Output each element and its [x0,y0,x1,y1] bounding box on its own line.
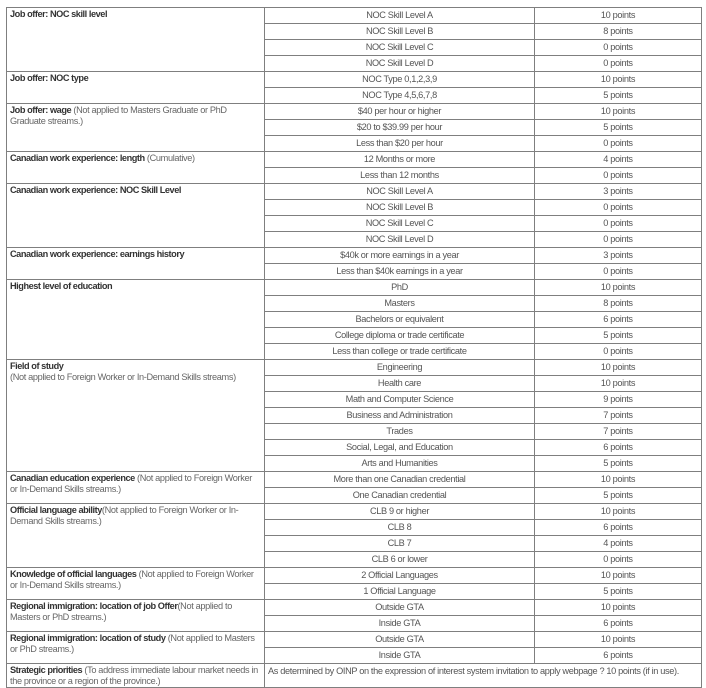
option-cell: Trades [265,424,535,440]
points-cell: 8 points [535,296,702,312]
option-cell: CLB 8 [265,520,535,536]
points-cell: 0 points [535,200,702,216]
criterion-cell [7,8,265,72]
option-cell: $40k or more earnings in a year [265,248,535,264]
points-cell: 0 points [535,232,702,248]
table-row [7,632,702,648]
criterion-title: Canadian work experience: earnings history [10,249,185,259]
criterion-note: (Not applied to Foreign Worker or In-Demand Skills streams.) [10,473,252,494]
table-row [7,568,702,584]
option-cell: $20 to $39.99 per hour [265,120,535,136]
points-cell: 5 points [535,88,702,104]
option-cell: Outside GTA [265,632,535,648]
criterion-title: Job offer: NOC type [10,73,89,83]
points-cell: 10 points [535,8,702,24]
option-cell: College diploma or trade certificate [265,328,535,344]
option-cell: 1 Official Language [265,584,535,600]
points-cell: 4 points [535,536,702,552]
points-cell: 3 points [535,248,702,264]
criterion-cell [7,72,265,104]
option-cell: Health care [265,376,535,392]
strategic-text-cell: As determined by OINP on the expression of interest system invitation to apply webpage ? 10 points (if in use). [265,664,702,688]
option-cell: Less than college or trade certificate [265,344,535,360]
criterion-note: (Not applied to Masters or PhD streams.) [10,633,255,654]
points-cell: 6 points [535,312,702,328]
criterion-title: Canadian work experience: length [10,153,145,163]
criterion-cell [7,104,265,152]
option-cell: NOC Skill Level B [265,200,535,216]
table-row [7,472,702,488]
criterion-title: Job offer: NOC skill level [10,9,108,19]
table-row [7,248,702,264]
criterion-title: Field of study [10,361,64,371]
points-cell: 10 points [535,504,702,520]
points-cell: 0 points [535,216,702,232]
option-cell: Less than 12 months [265,168,535,184]
criterion-title: Knowledge of official languages [10,569,137,579]
option-cell: Inside GTA [265,648,535,664]
option-cell: NOC Skill Level A [265,8,535,24]
option-cell: NOC Type 4,5,6,7,8 [265,88,535,104]
option-cell: 2 Official Languages [265,568,535,584]
criterion-title: Regional immigration: location of study [10,633,166,643]
points-cell: 10 points [535,104,702,120]
criterion-note: (Cumulative) [144,153,195,163]
criterion-title: Regional immigration: location of job Offer [10,601,178,611]
points-cell: 10 points [535,632,702,648]
option-cell: Inside GTA [265,616,535,632]
criterion-cell [7,152,265,184]
points-cell: 7 points [535,408,702,424]
table-row [7,600,702,616]
table-row [7,504,702,520]
criterion-title: Strategic priorities [10,665,83,675]
table-row [7,152,702,168]
points-cell: 4 points [535,152,702,168]
points-cell: 10 points [535,72,702,88]
points-cell: 6 points [535,520,702,536]
option-cell: Math and Computer Science [265,392,535,408]
table-row [7,280,702,296]
option-cell: 12 Months or more [265,152,535,168]
points-cell: 0 points [535,264,702,280]
option-cell: NOC Skill Level D [265,56,535,72]
criterion-cell [7,632,265,664]
option-cell: NOC Skill Level A [265,184,535,200]
points-cell: 7 points [535,424,702,440]
option-cell: CLB 7 [265,536,535,552]
option-cell: Bachelors or equivalent [265,312,535,328]
points-cell: 0 points [535,40,702,56]
option-cell: Outside GTA [265,600,535,616]
criterion-title: Highest level of education [10,281,113,291]
points-cell: 8 points [535,24,702,40]
points-cell: 6 points [535,440,702,456]
option-cell: Arts and Humanities [265,456,535,472]
table-row-strategic [7,664,702,688]
points-cell: 10 points [535,600,702,616]
points-cell: 10 points [535,280,702,296]
points-cell: 9 points [535,392,702,408]
points-cell: 0 points [535,552,702,568]
points-cell: 5 points [535,456,702,472]
table-row [7,104,702,120]
option-cell: Less than $20 per hour [265,136,535,152]
points-cell: 10 points [535,472,702,488]
criterion-cell [7,360,265,472]
option-cell: $40 per hour or higher [265,104,535,120]
points-cell: 0 points [535,168,702,184]
points-cell: 3 points [535,184,702,200]
points-cell: 0 points [535,56,702,72]
points-cell: 6 points [535,648,702,664]
table-row [7,184,702,200]
criterion-cell [7,504,265,568]
points-cell: 5 points [535,488,702,504]
criterion-note: (Not applied to Masters or PhD streams.) [10,601,232,622]
points-cell: 0 points [535,136,702,152]
points-cell: 10 points [535,568,702,584]
option-cell: One Canadian credential [265,488,535,504]
option-cell: NOC Skill Level B [265,24,535,40]
option-cell: PhD [265,280,535,296]
criterion-note: (Not applied to Foreign Worker or In-Demand Skills streams.) [10,569,254,590]
criterion-title: Official language ability [10,505,102,515]
option-cell: Business and Administration [265,408,535,424]
option-cell: Engineering [265,360,535,376]
option-cell: NOC Skill Level D [265,232,535,248]
criterion-cell [7,600,265,632]
criterion-note: (Not applied to Masters Graduate or PhD Graduate streams.) [10,105,227,126]
option-cell: Social, Legal, and Education [265,440,535,456]
option-cell: CLB 6 or lower [265,552,535,568]
option-cell: NOC Skill Level C [265,216,535,232]
criterion-note: (Not applied to Foreign Worker or In-Demand Skills streams.) [10,505,239,526]
option-cell: More than one Canadian credential [265,472,535,488]
option-cell: Less than $40k earnings in a year [265,264,535,280]
points-cell: 0 points [535,344,702,360]
table-row [7,8,702,24]
criterion-cell [7,568,265,600]
points-cell: 6 points [535,616,702,632]
points-table-body [7,8,702,688]
table-row [7,72,702,88]
points-table [6,7,702,688]
points-cell: 10 points [535,360,702,376]
points-cell: 5 points [535,328,702,344]
table-row [7,360,702,376]
criterion-cell [7,280,265,360]
criterion-note: (Not applied to Foreign Worker or In-Demand Skills streams) [10,372,236,382]
points-cell: 5 points [535,120,702,136]
criterion-cell [7,472,265,504]
criterion-note: (To address immediate labour market needs in the province or a region of the province.) [10,665,258,686]
option-cell: Masters [265,296,535,312]
option-cell: NOC Type 0,1,2,3,9 [265,72,535,88]
points-cell: 10 points [535,376,702,392]
points-cell: 5 points [535,584,702,600]
criterion-title: Job offer: wage [10,105,72,115]
criterion-cell [7,664,265,688]
criterion-cell [7,248,265,280]
criterion-title: Canadian education experience [10,473,135,483]
option-cell: NOC Skill Level C [265,40,535,56]
criterion-title: Canadian work experience: NOC Skill Level [10,185,181,195]
option-cell: CLB 9 or higher [265,504,535,520]
criterion-cell [7,184,265,248]
